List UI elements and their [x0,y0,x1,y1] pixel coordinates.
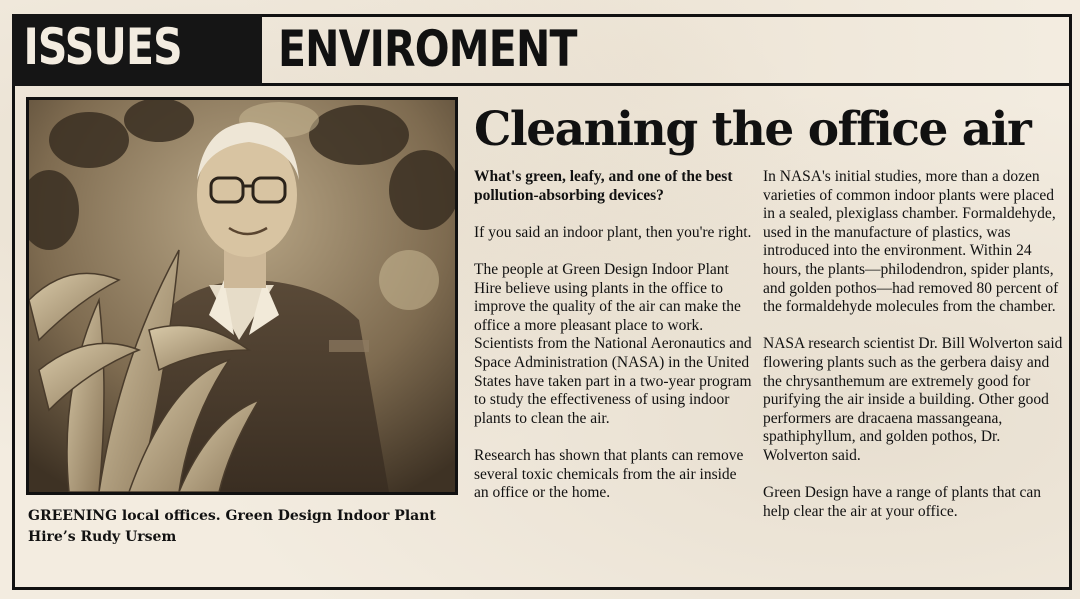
article-column-2 [763,168,1068,540]
paragraph: NASA research scientist Dr. Bill Wolverton said flowering plants such as the gerbera daisy and the chrysanthemum are extremely good for purifying the air inside a building. Other good performers are dracaena massangeana, spathiphyllum, and golden pothos, Dr. Wolverton said. [763,335,1063,464]
paragraph: If you said an indoor plant, then you're right. [474,223,752,241]
section-label: ISSUES [12,14,217,86]
photo-illustration [29,100,455,492]
paragraph: The people at Green Design Indoor Plant Hire believe using plants in the office to improve the quality of the air can make the office a more pleasant place to work. Scientists from the National Aeronautics and Space Administration (NASA) in the United States have taken part in a two-year program to study the effectiveness of using indoor plants to clean the air. [474,260,752,427]
article-lead: What's green, leafy, and one of the best pollution-absorbing devices? [474,168,733,204]
article-column-1 [474,168,754,521]
photo-caption: GREENING local offices. Green Design Indoor Plant Hire’s Rudy Ursem [28,508,436,545]
paragraph: Research has shown that plants can remove several toxic chemicals from the air inside an office or the home. [474,446,744,502]
article-headline: Cleaning the office air [474,102,1031,157]
article-photo [26,97,458,495]
paragraph: Green Design have a range of plants that can help clear the air at your office. [763,484,1042,520]
category-title: ENVIROMENT [278,20,577,78]
paragraph: In NASA's initial studies, more than a dozen varieties of common indoor plants were placed in a sealed, plexiglass chamber. Formaldehyde, used in the manufacture of plastics, was introduced into the environment. Within 24 hours, the plants—philodendron, spider plants, and golden pothos—had removed 80 percent of the formaldehyde molecules from the chamber. [763,168,1059,316]
